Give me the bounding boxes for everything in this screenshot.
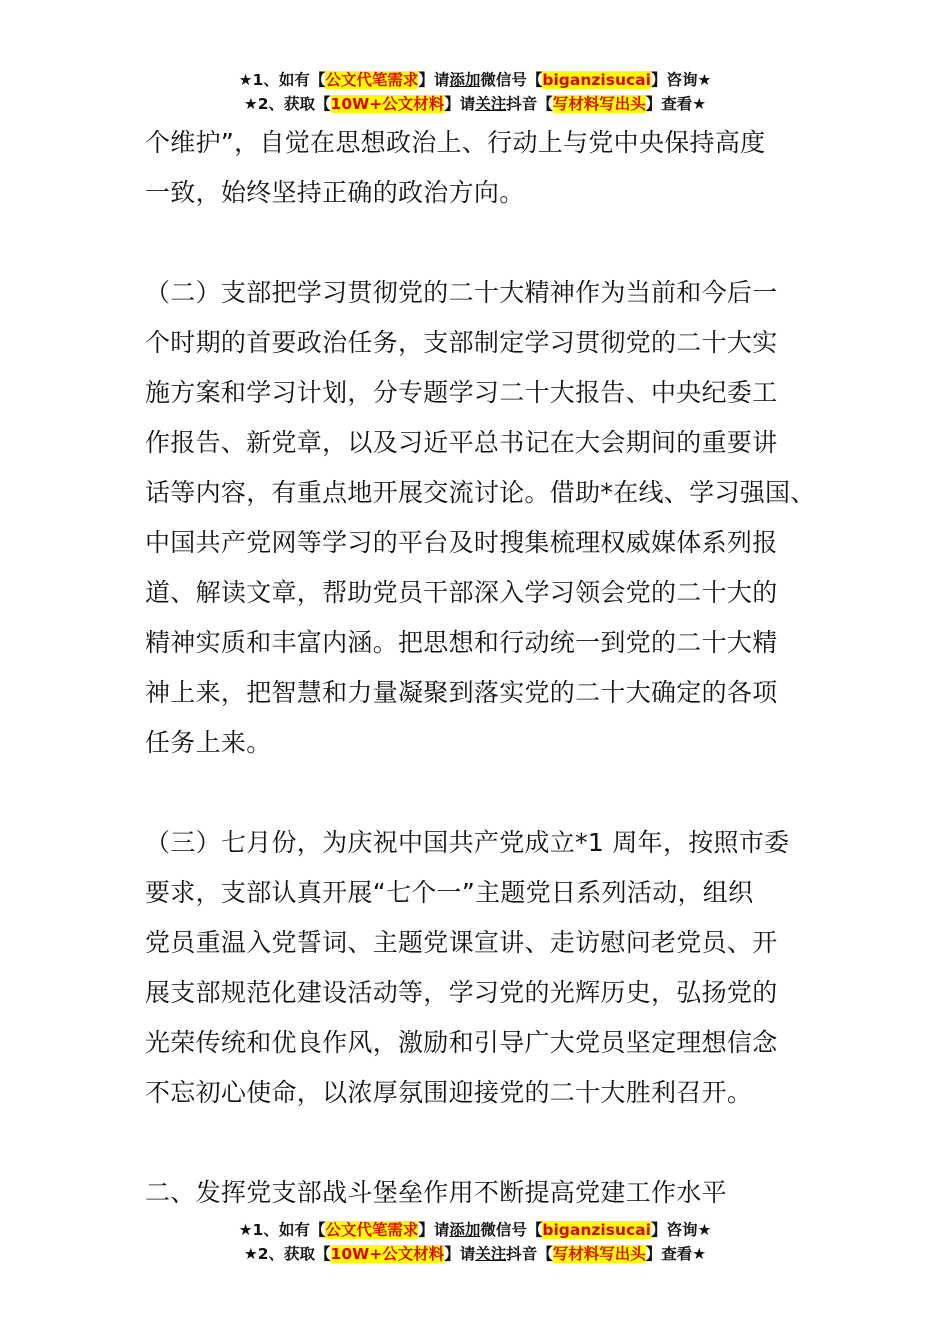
promo-banner-bottom — [0, 1218, 950, 1266]
text-line: 党员重温入党誓词、主题党课宣讲、走访慰问老党员、开 — [145, 928, 778, 957]
text-line: 道、解读文章，帮助党员干部深入学习领会党的二十大的 — [145, 578, 778, 607]
paragraph-3 — [145, 818, 825, 1118]
promo-text: 】请 — [418, 71, 450, 89]
promo-line-2 — [0, 92, 950, 116]
promo-underline: 添加 — [449, 71, 481, 89]
promo-highlight: 公文代笔需求 — [325, 71, 419, 89]
promo-text: 】咨询★ — [650, 1221, 712, 1239]
promo-text: 抖音【 — [506, 95, 553, 113]
promo-text: ★1、如有【 — [238, 71, 326, 89]
paragraph-2 — [145, 268, 825, 768]
promo-highlight: 公文代笔需求 — [325, 1221, 419, 1239]
promo-highlight: 写材料写出头 — [552, 95, 646, 113]
text-line: 光荣传统和优良作风，激励和引导广大党员坚定理想信念 — [145, 1028, 778, 1057]
text-line: 话等内容，有重点地开展交流讨论。借助*在线、学习强国、 — [145, 478, 816, 507]
text-line: 一致，始终坚持正确的政治方向。 — [145, 178, 525, 207]
promo-text: 】请 — [444, 95, 476, 113]
promo-line-1 — [0, 1218, 950, 1242]
text-line: 神上来，把智慧和力量凝聚到落实党的二十大确定的各项 — [145, 678, 778, 707]
text-line: 精神实质和丰富内涵。把思想和行动统一到党的二十大精 — [145, 628, 778, 657]
promo-text: ★2、获取【 — [243, 95, 331, 113]
promo-text: 抖音【 — [506, 1245, 553, 1263]
paragraph-1 — [145, 118, 825, 218]
promo-line-2 — [0, 1242, 950, 1266]
promo-highlight: 10W+公文材料 — [330, 1245, 445, 1263]
text-line: 个维护”，自觉在思想政治上、行动上与党中央保持高度 — [145, 128, 766, 157]
text-line: 中国共产党网等学习的平台及时搜集梳理权威媒体系列报 — [145, 528, 778, 557]
promo-text: 】请 — [418, 1221, 450, 1239]
promo-text: ★1、如有【 — [238, 1221, 326, 1239]
text-line: 作报告、新党章，以及习近平总书记在大会期间的重要讲 — [145, 428, 778, 457]
promo-highlight: biganzisucai — [542, 1221, 651, 1239]
promo-line-1 — [0, 68, 950, 92]
promo-underline: 关注 — [475, 1245, 507, 1263]
promo-text: 微信号【 — [480, 1221, 543, 1239]
section-heading — [145, 1168, 825, 1218]
promo-text: 】咨询★ — [650, 71, 712, 89]
text-line: 要求，支部认真开展“七个一”主题党日系列活动，组织 — [145, 878, 754, 907]
promo-underline: 添加 — [449, 1221, 481, 1239]
promo-text: 】查看★ — [645, 1245, 707, 1263]
text-line: 不忘初心使命，以浓厚氛围迎接党的二十大胜利召开。 — [145, 1078, 753, 1107]
text-line: 任务上来。 — [145, 728, 272, 757]
promo-text: 微信号【 — [480, 71, 543, 89]
promo-text: ★2、获取【 — [243, 1245, 331, 1263]
text-line: （三）七月份，为庆祝中国共产党成立*1 周年，按照市委 — [145, 828, 790, 857]
promo-text: 】查看★ — [645, 95, 707, 113]
promo-highlight: 写材料写出头 — [552, 1245, 646, 1263]
text-line: （二）支部把学习贯彻党的二十大精神作为当前和今后一 — [145, 278, 778, 307]
promo-highlight: biganzisucai — [542, 71, 651, 89]
text-line: 展支部规范化建设活动等，学习党的光辉历史，弘扬党的 — [145, 978, 778, 1007]
promo-highlight: 10W+公文材料 — [330, 95, 445, 113]
promo-banner-top — [0, 68, 950, 116]
text-line: 施方案和学习计划，分专题学习二十大报告、中央纪委工 — [145, 378, 778, 407]
promo-underline: 关注 — [475, 95, 507, 113]
promo-text: 】请 — [444, 1245, 476, 1263]
heading-line: 二、发挥党支部战斗堡垒作用不断提高党建工作水平 — [145, 1178, 727, 1207]
text-line: 个时期的首要政治任务，支部制定学习贯彻党的二十大实 — [145, 328, 778, 357]
